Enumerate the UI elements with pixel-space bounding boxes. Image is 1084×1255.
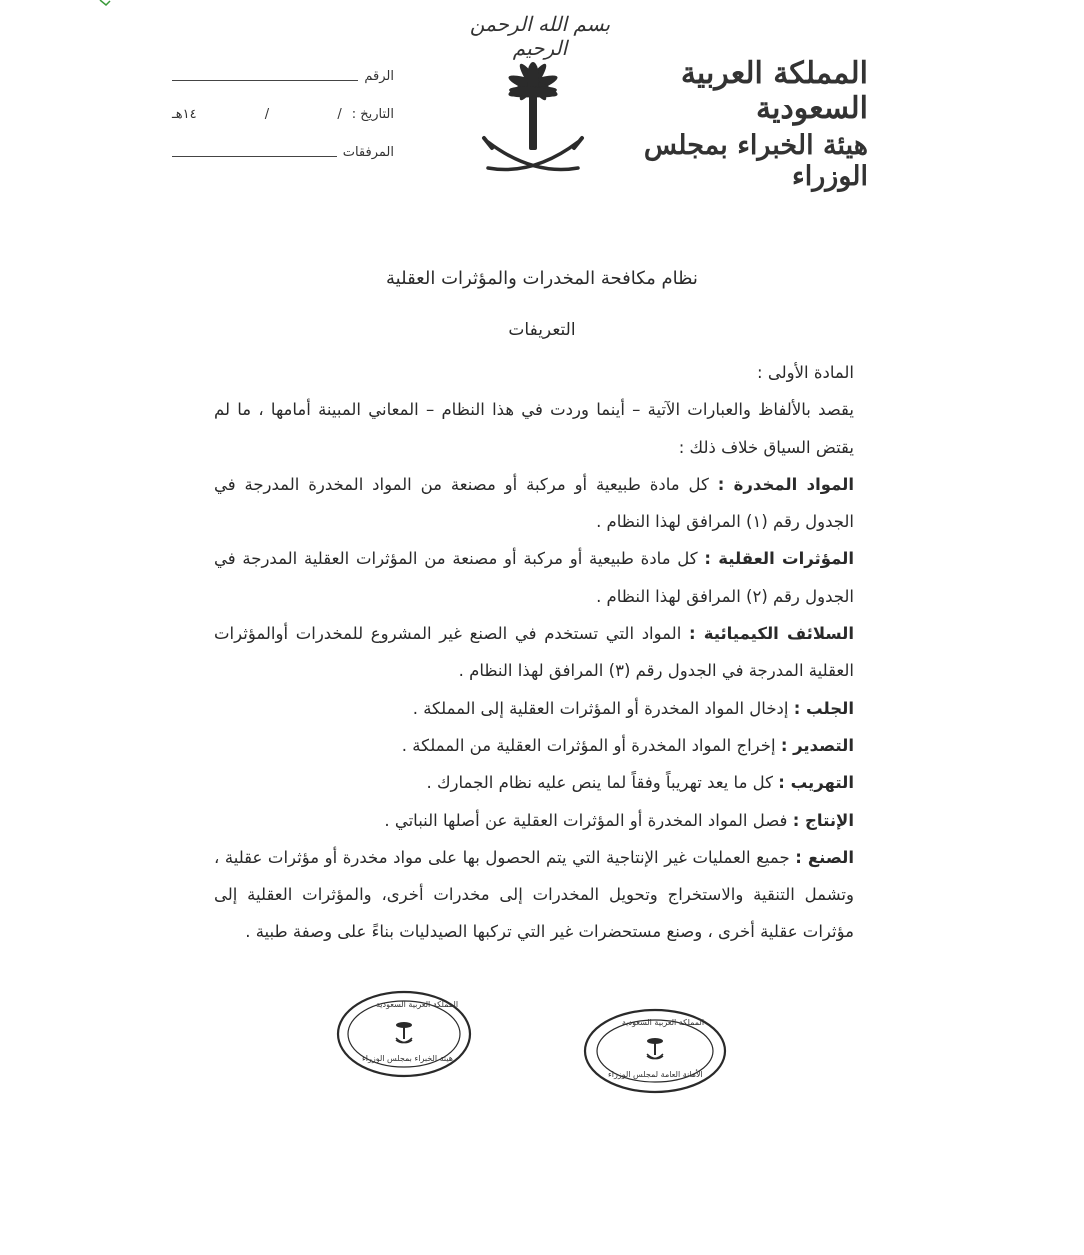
- article-intro: يقصد بالألفاظ والعبارات الآتية – أينما وردت في هذا النظام – المعاني المبينة أمامها ، ما لم يقتض السياق خلاف ذلك :: [214, 400, 854, 457]
- attachments-line: [172, 142, 337, 157]
- kingdom-name: المملكة العربية السعودية: [680, 56, 868, 126]
- official-seal-right: [582, 1008, 728, 1094]
- seal-left-bottom-text: هيئة الخبراء بمجلس الوزراء: [362, 1054, 453, 1063]
- definition-item: [214, 727, 854, 764]
- definition-term: المواد المخدرة :: [717, 474, 854, 494]
- reference-block: [172, 60, 394, 174]
- definition-term: السلائف الكيميائية :: [688, 624, 855, 644]
- authority-name: هيئة الخبراء بمجلس الوزراء: [643, 130, 868, 192]
- definition-text: إدخال المواد المخدرة أو المؤثرات العقلية إلى المملكة .: [412, 698, 794, 718]
- number-label: الرقم: [364, 69, 394, 84]
- definition-text: المواد التي تستخدم في الصنع غير المشروع للمخدرات أوالمؤثرات العقلية المدرجة في الجدول رقم (٣) المرافق لهذا النظام .: [214, 624, 854, 681]
- definition-term: التهريب :: [778, 773, 854, 793]
- definition-term: الجلب :: [793, 698, 854, 718]
- document-title: نظام مكافحة المخدرات والمؤثرات العقلية: [386, 268, 698, 289]
- definition-item: [214, 690, 854, 727]
- corner-mark-icon: [98, 0, 112, 6]
- basmala: بسم الله الرحمن الرحيم: [469, 12, 611, 60]
- definition-text: فصل المواد المخدرة أو المؤثرات العقلية عن أصلها النباتي .: [384, 810, 793, 830]
- definition-text: كل مادة طبيعية أو مركبة أو مصنعة من المواد المخدرة المدرجة في الجدول رقم (١) المرافق لهذا النظام .: [214, 474, 854, 532]
- date-suffix: ١٤هـ: [172, 107, 197, 122]
- definition-term: الصنع :: [795, 847, 854, 867]
- definition-text: إخراج المواد المخدرة أو المؤثرات العقلية من المملكة .: [401, 735, 781, 755]
- date-sep: /: [337, 107, 342, 122]
- number-line: [172, 66, 358, 81]
- date-field: [172, 107, 346, 122]
- article-heading: المادة الأولى :: [757, 363, 854, 382]
- definition-item: [214, 839, 854, 951]
- definition-item: [214, 802, 854, 839]
- definition-item: [214, 466, 854, 541]
- definition-term: الإنتاج :: [792, 810, 854, 830]
- definition-term: التصدير :: [780, 735, 854, 755]
- definition-text: كل ما يعد تهريباً وفقاً لما ينص عليه نظام الجمارك .: [426, 773, 779, 793]
- definition-item: [214, 540, 854, 615]
- definition-item: [214, 615, 854, 690]
- seal-right-bottom-text: الأمانة العامة لمجلس الوزراء: [608, 1070, 703, 1079]
- section-subtitle: التعريفات: [508, 320, 576, 340]
- date-sep: /: [264, 107, 270, 122]
- seal-left-top-text: المملكة العربية السعودية: [376, 1000, 459, 1009]
- definition-item: [214, 764, 854, 801]
- seal-right-top-text: المملكة العربية السعودية: [622, 1018, 705, 1027]
- letterhead-kingdom: [608, 56, 868, 192]
- definition-term: المؤثرات العقلية :: [704, 549, 854, 569]
- definition-text: كل مادة طبيعية أو مركبة أو مصنعة من المؤثرات العقلية المدرجة في الجدول رقم (٢) المرافق لهذا النظام .: [214, 549, 854, 606]
- date-label: التاريخ :: [351, 107, 394, 122]
- date-row: [172, 98, 394, 122]
- palm-swords-emblem-icon: [478, 58, 588, 183]
- attachments-label: المرفقات: [342, 145, 394, 160]
- number-row: [172, 60, 394, 84]
- official-seal-left: [336, 990, 472, 1078]
- article-body: [214, 354, 854, 951]
- attachments-row: [172, 136, 394, 160]
- definition-text: جميع العمليات غير الإنتاجية التي يتم الحصول بها على مواد مخدرة أو مؤثرات عقلية ، وتشمل التنقية والاستخراج وتحويل المخدرات إلى مخدرات أخرى، والمؤثرات العقلية إلى مؤثرات عقلية أخرى ، وصنع مستحضرات غير التي تركبها الصيدليات بناءً على وصفة طبية .: [214, 847, 854, 942]
